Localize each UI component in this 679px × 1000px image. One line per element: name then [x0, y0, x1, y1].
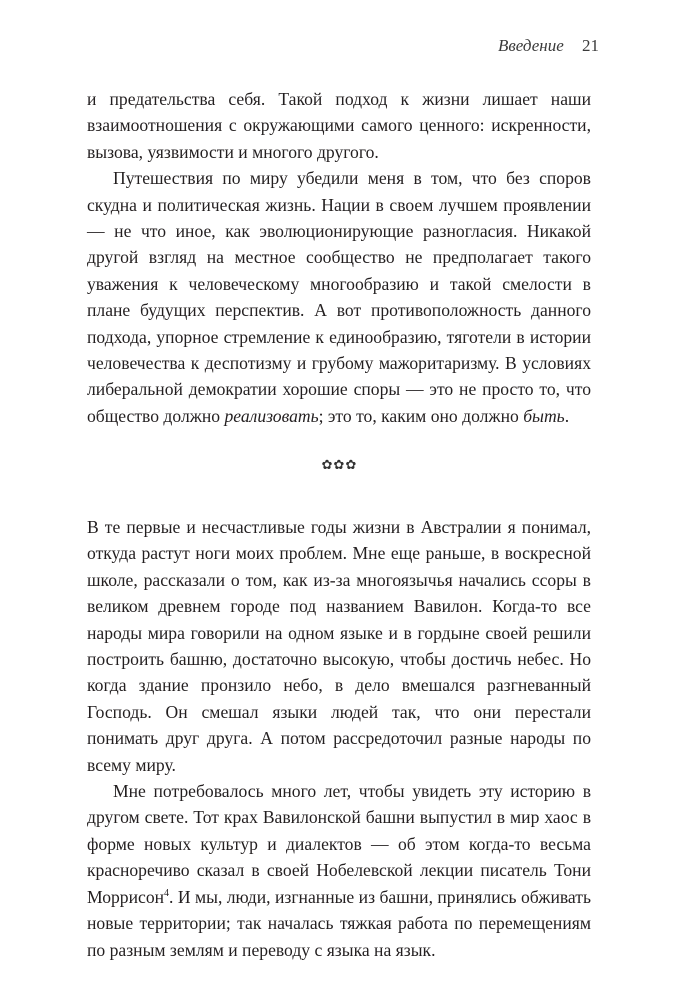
page-number: 21 — [582, 36, 599, 55]
paragraph-continued — [87, 86, 591, 165]
section-break-ornament: ✿✿✿ — [321, 458, 358, 473]
text-block-bottom — [87, 514, 591, 963]
paragraph-text: и предательства себя. Такой подход к жизни лишает наши взаимоотношения с окружающими самого ценного: искренности, вызова, уязвимости и многого другого. — [87, 89, 591, 162]
paragraph-babylon — [87, 514, 591, 778]
paragraph-text: Мне потребовалось много лет, чтобы увидеть эту историю в другом свете. Тот крах Вавилонской башни выпустил в мир хаос в форме новых культур и диалектов — об этом когда-то весьма красноречиво сказал в своей Нобелевской лекции писатель Тони Моррисон — [87, 781, 591, 907]
emphasis-be: быть — [523, 405, 565, 426]
paragraph-morrison — [87, 778, 591, 963]
running-head-section-title: Введение — [498, 36, 564, 55]
emphasis-realize: реализовать — [224, 405, 319, 426]
paragraph-text: В те первые и несчастливые годы жизни в Австралии я понимал, откуда растут ноги моих проблем. Мне еще раньше, в воскресной школе, рассказали о том, как из-за многоязычья начались ссоры в великом древнем городе под названием Вавилон. Когда-то все народы мира говорили на одном языке и в гордыне своей решили построить башню, достаточно высокую, чтобы достичь небес. Но когда здание пронзило небо, в дело вмешался разгневанный Господь. Он смешал языки людей так, что они перестали понимать друг друга. А потом рассредоточил разные народы по всему миру. — [87, 517, 591, 775]
paragraph-text: ; это то, каким оно должно — [318, 405, 524, 426]
paragraph-text: Путешествия по миру убедили меня в том, что без споров скудна и политическая жизнь. Нации в своем лучшем проявлении — не что иное, как эволюционирующие разногласия. Никакой другой взгляд на местное сообщество не предполагает такого уважения к человеческому многообразию и такой смелости в плане будущих перспектив. А вот противоположность данного подхода, упорное стремление к единообразию, тяготели в истории человечества к деспотизму и грубому мажоритаризму. В условиях либеральной демократии хорошие споры — это не просто то, что общество должно — [87, 168, 591, 426]
text-block-top — [87, 86, 591, 429]
paragraph-travel — [87, 165, 591, 429]
running-head — [498, 36, 599, 56]
footnote-reference[interactable]: 4 — [164, 887, 170, 899]
paragraph-text: . И мы, люди, изгнанные из башни, принялись обживать новые территории; так началась тяжкая работа по перемещениям по разным землям и переводу с языка на язык. — [87, 886, 591, 960]
paragraph-text: . — [564, 405, 570, 426]
